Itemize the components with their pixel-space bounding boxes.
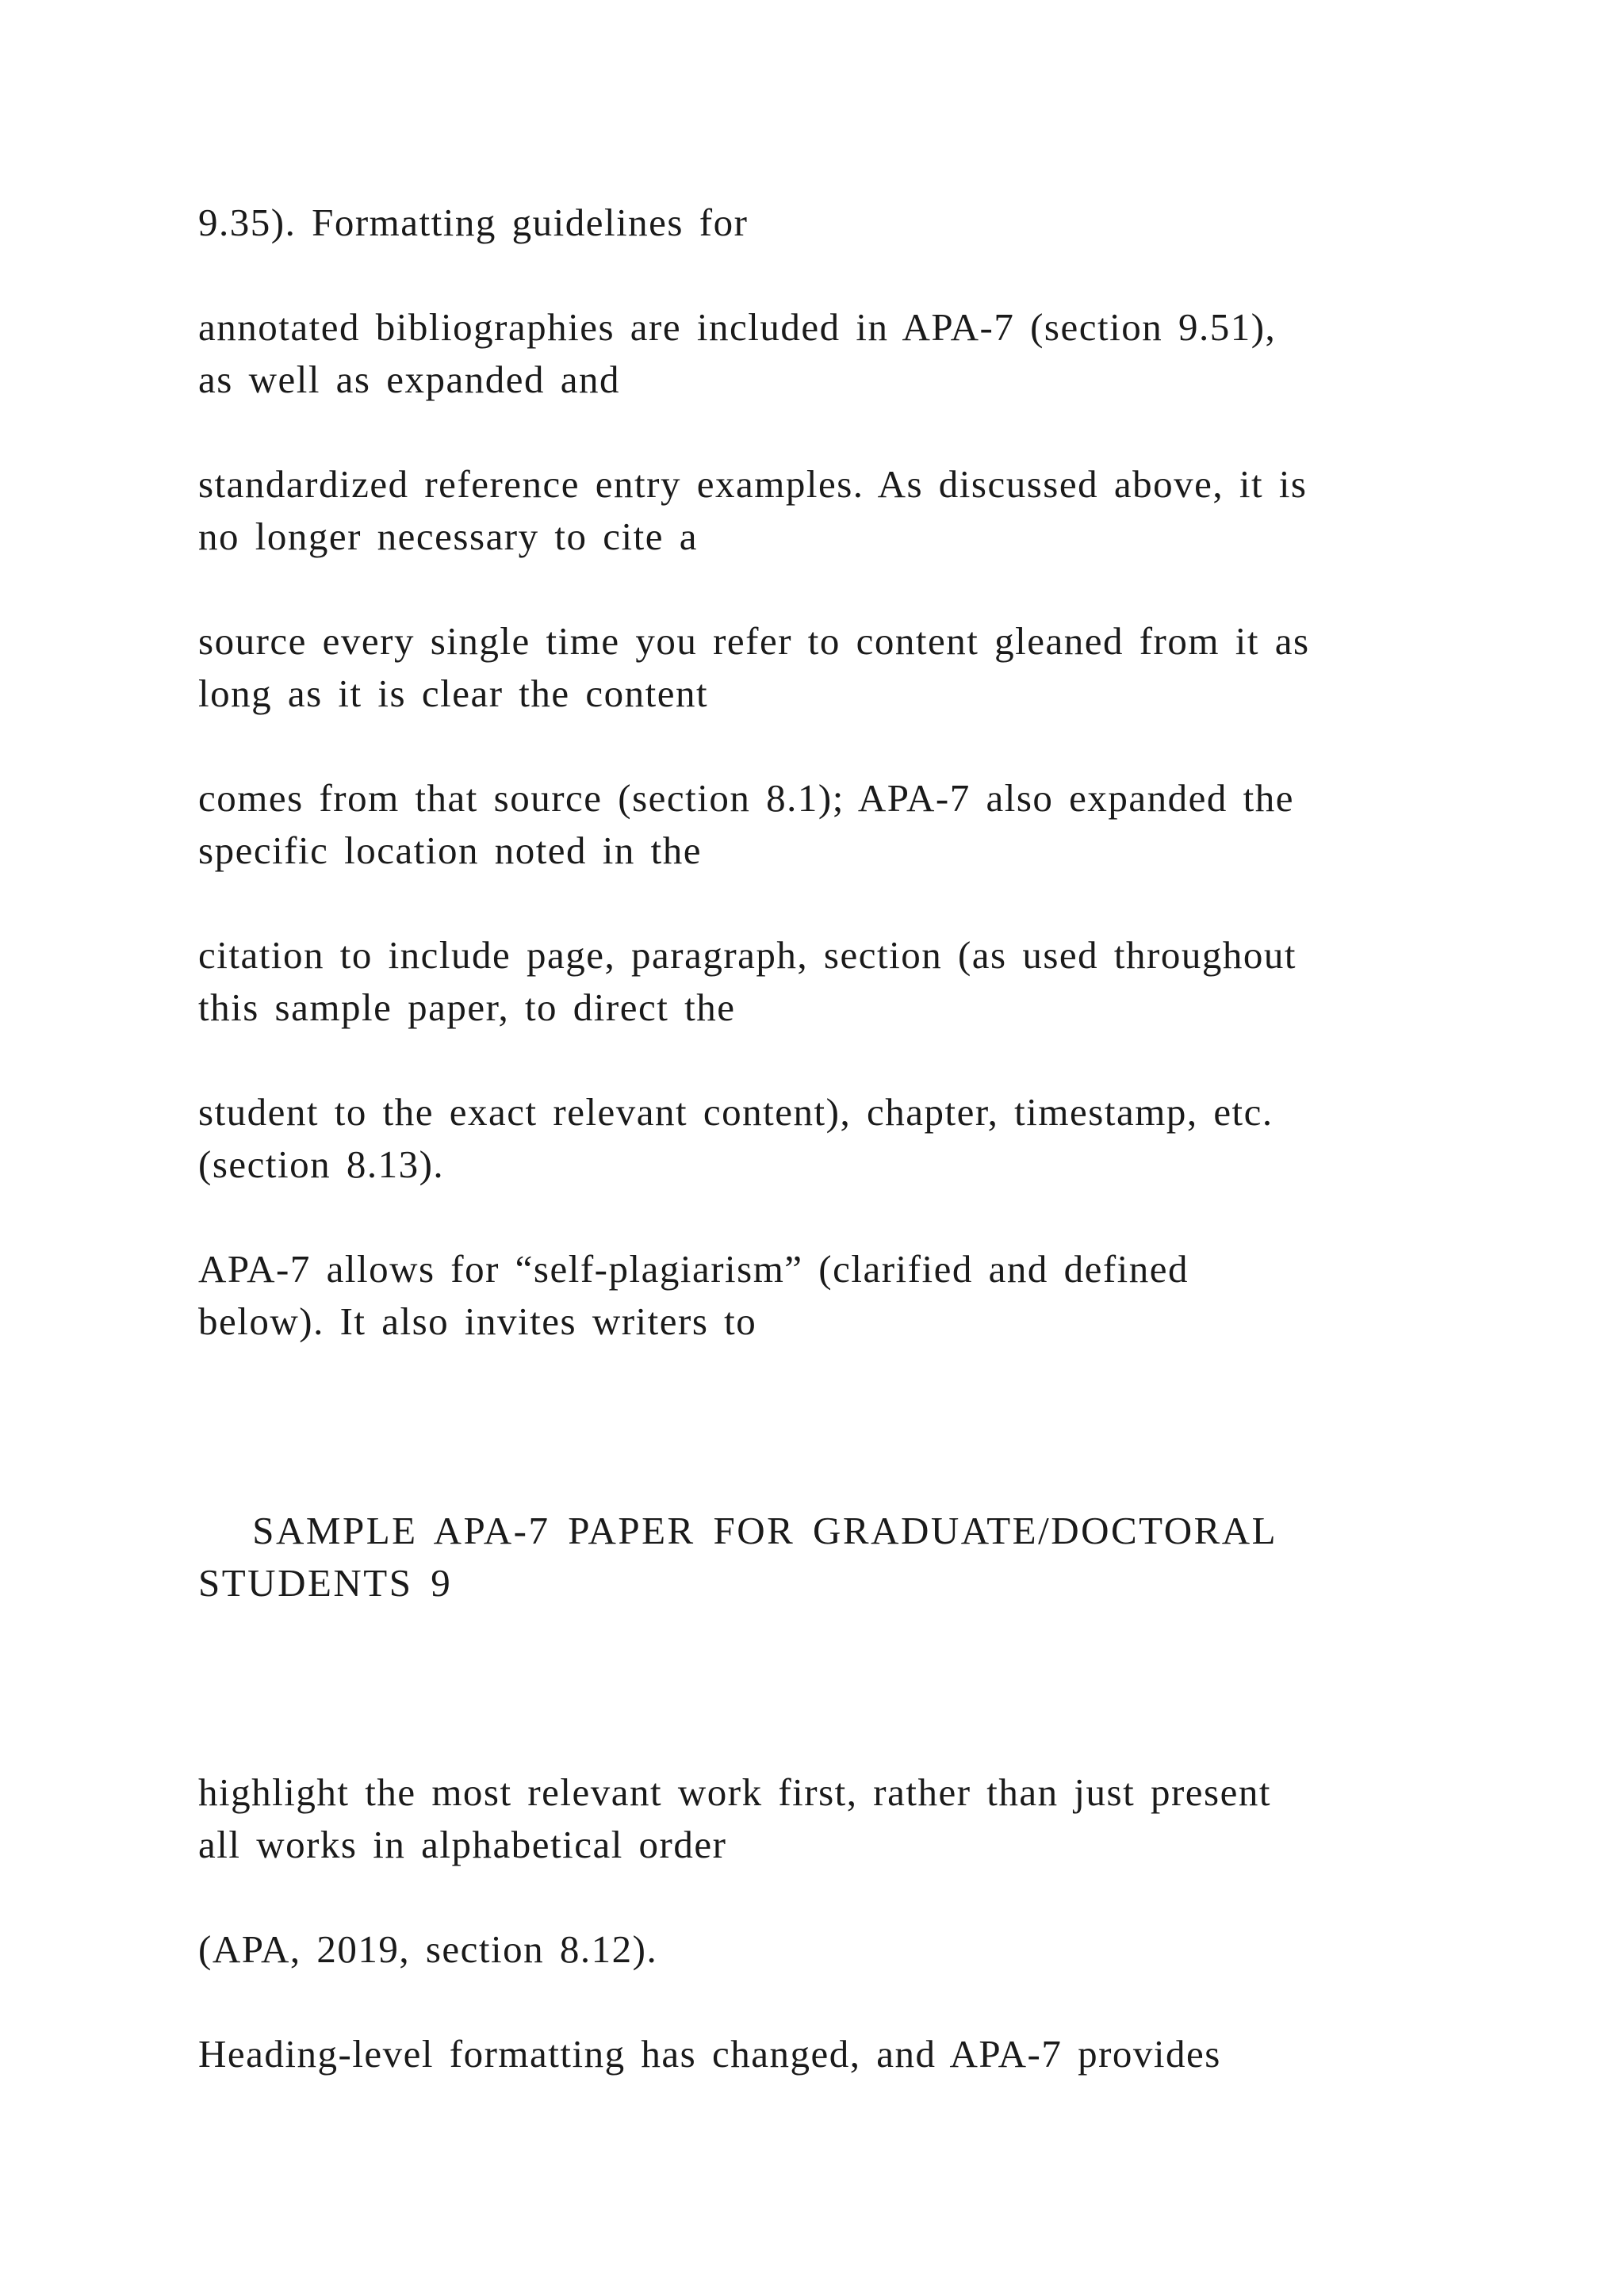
text-line: source every single time you refer to content gleaned from it as [198,619,1310,663]
text-line: standardized reference entry examples. As discussed above, it is [198,462,1308,506]
paragraph-2 [198,301,1483,406]
paragraph-7 [198,1086,1483,1191]
text-line: 9.35). Formatting guidelines for [198,201,749,244]
text-line: no longer necessary to cite a [198,515,698,558]
text-line: this sample paper, to direct the [198,985,736,1029]
paragraph-9 [198,1766,1483,1871]
text-line: (APA, 2019, section 8.12). [198,1927,658,1971]
text-line: APA-7 allows for “self-plagiarism” (clarified and defined [198,1247,1189,1291]
text-line: all works in alphabetical order [198,1823,727,1866]
text-line: long as it is clear the content [198,672,709,715]
text-line: as well as expanded and [198,358,620,401]
text-line: Heading-level formatting has changed, and APA-7 provides [198,2032,1221,2076]
text-line: highlight the most relevant work first, rather than just present [198,1770,1271,1814]
text-line: (section 8.13). [198,1142,445,1186]
paragraph-4 [198,615,1483,720]
paragraph-6 [198,929,1483,1034]
text-line: comes from that source (section 8.1); APA-7 also expanded the [198,776,1295,820]
paragraph-5 [198,772,1483,877]
running-head [198,1505,1483,1609]
running-head-line: STUDENTS 9 [198,1561,453,1605]
paragraph-8 [198,1243,1483,1348]
text-line: below). It also invites writers to [198,1299,757,1343]
paragraph-10 [198,1923,1483,1976]
paragraph-1 [198,197,1483,249]
text-line: student to the exact relevant content), chapter, timestamp, etc. [198,1090,1274,1134]
running-head-line: SAMPLE APA-7 PAPER FOR GRADUATE/DOCTORAL [198,1509,1278,1552]
paragraph-3 [198,458,1483,563]
paragraph-11 [198,2028,1483,2080]
text-line: annotated bibliographies are included in APA-7 (section 9.51), [198,305,1277,349]
text-line: specific location noted in the [198,828,703,872]
text-line: citation to include page, paragraph, section (as used throughout [198,933,1297,977]
